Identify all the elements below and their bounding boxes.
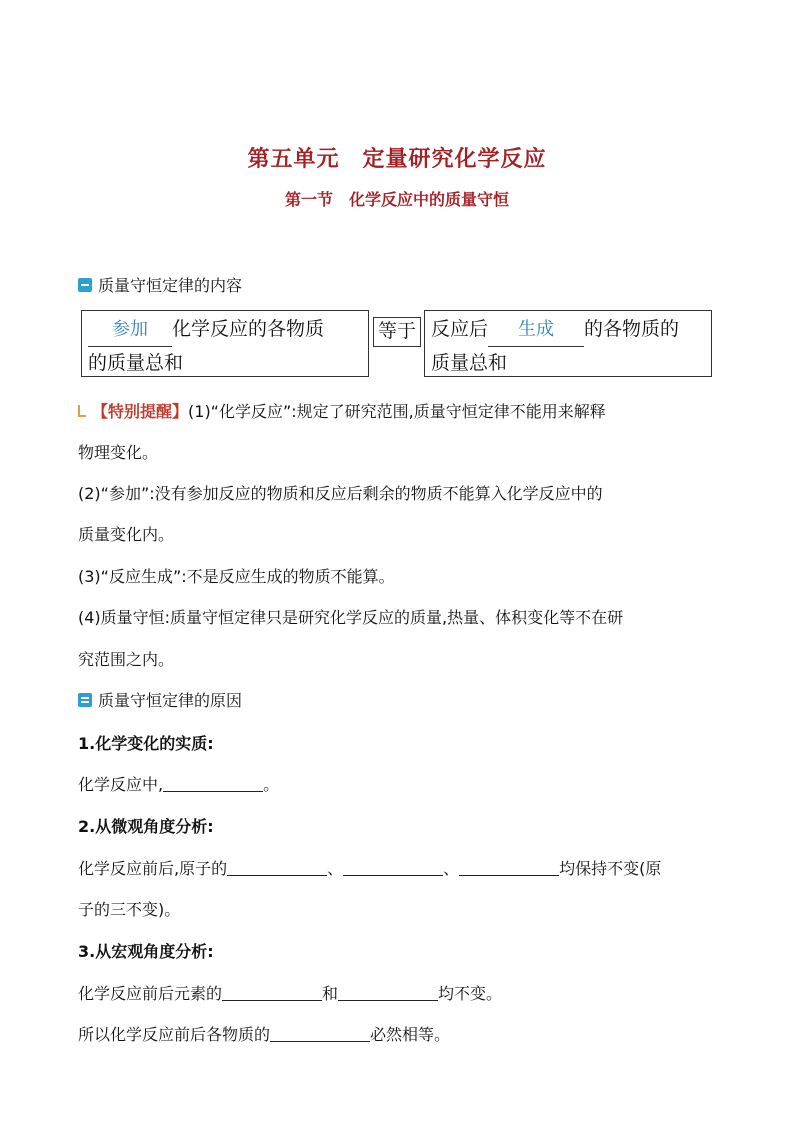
box-right-text-b: 质量总和 [431,352,508,374]
box-right-text-a: 的各物质的 [584,318,680,340]
section-heading-2-text: 质量守恒定律的原因 [98,691,243,710]
section-title: 第一节 化学反应中的质量守恒 [284,190,509,209]
q3-line-1 [78,981,502,1004]
tip-4b: 究范围之内。 [78,650,175,669]
tip-3: (3)“反应生成”:不是反应生成的物质不能算。 [78,567,395,586]
q2-sep-1: 、 [327,859,344,878]
q1-line [78,772,279,795]
unit-title: 第五单元 定量研究化学反应 [247,147,547,172]
q1-title: 1.化学变化的实质: [78,734,214,753]
q3-and: 和 [322,984,339,1003]
section-two-icon [78,693,92,707]
answer-blank-3[interactable] [343,861,443,876]
q3-title: 3.从宏观角度分析: [78,942,214,961]
section-heading-1 [78,273,242,296]
tip-1a: (1)“化学反应”:规定了研究范围,质量守恒定律不能用来解释 [188,402,606,421]
box-left-text-b: 的质量总和 [88,352,184,374]
blank-fill-participate: 参加 [88,313,172,347]
q3-text-a: 化学反应前后元素的 [78,984,223,1003]
tip-1b: 物理变化。 [78,443,159,462]
q3-text-c: 所以化学反应前后各物质的 [78,1025,271,1044]
q3-text-b: 均不变。 [438,984,503,1003]
q1-text-a: 化学反应中, [78,775,164,794]
tip-2b: 质量变化内。 [78,525,175,544]
section-one-icon [78,278,92,292]
q2-text-c: 子的三不变)。 [78,900,181,919]
answer-blank-7[interactable] [270,1027,370,1042]
content-box-left [81,310,369,377]
box-right-prefix: 反应后 [431,318,489,340]
answer-blank-2[interactable] [227,861,327,876]
tip-line-1 [78,399,606,422]
answer-blank-1[interactable] [163,777,263,792]
q1-text-b: 。 [263,775,280,794]
q3-text-d: 必然相等。 [370,1025,451,1044]
answer-blank-5[interactable] [222,986,322,1001]
q2-text-b: 均保持不变(原 [559,859,662,878]
answer-blank-4[interactable] [459,861,559,876]
q2-text-a: 化学反应前后,原子的 [78,859,228,878]
tip-label: 【特别提醒】 [92,402,189,421]
answer-blank-6[interactable] [338,986,438,1001]
q2-sep-2: 、 [443,859,460,878]
pencil-icon [78,405,86,417]
q2-title: 2.从微观角度分析: [78,817,214,836]
tip-4a: (4)质量守恒:质量守恒定律只是研究化学反应的质量,热量、体积变化等不在研 [78,608,624,627]
q2-line [78,856,661,879]
content-box-right [424,310,712,377]
blank-fill-generate: 生成 [488,313,584,347]
q3-line-2 [78,1022,450,1045]
section-heading-1-text: 质量守恒定律的内容 [98,276,243,295]
equal-box: 等于 [373,317,421,347]
box-left-text-a: 化学反应的各物质 [172,318,325,340]
section-heading-2 [78,688,242,711]
tip-2a: (2)“参加”:没有参加反应的物质和反应后剩余的物质不能算入化学反应中的 [78,484,603,503]
